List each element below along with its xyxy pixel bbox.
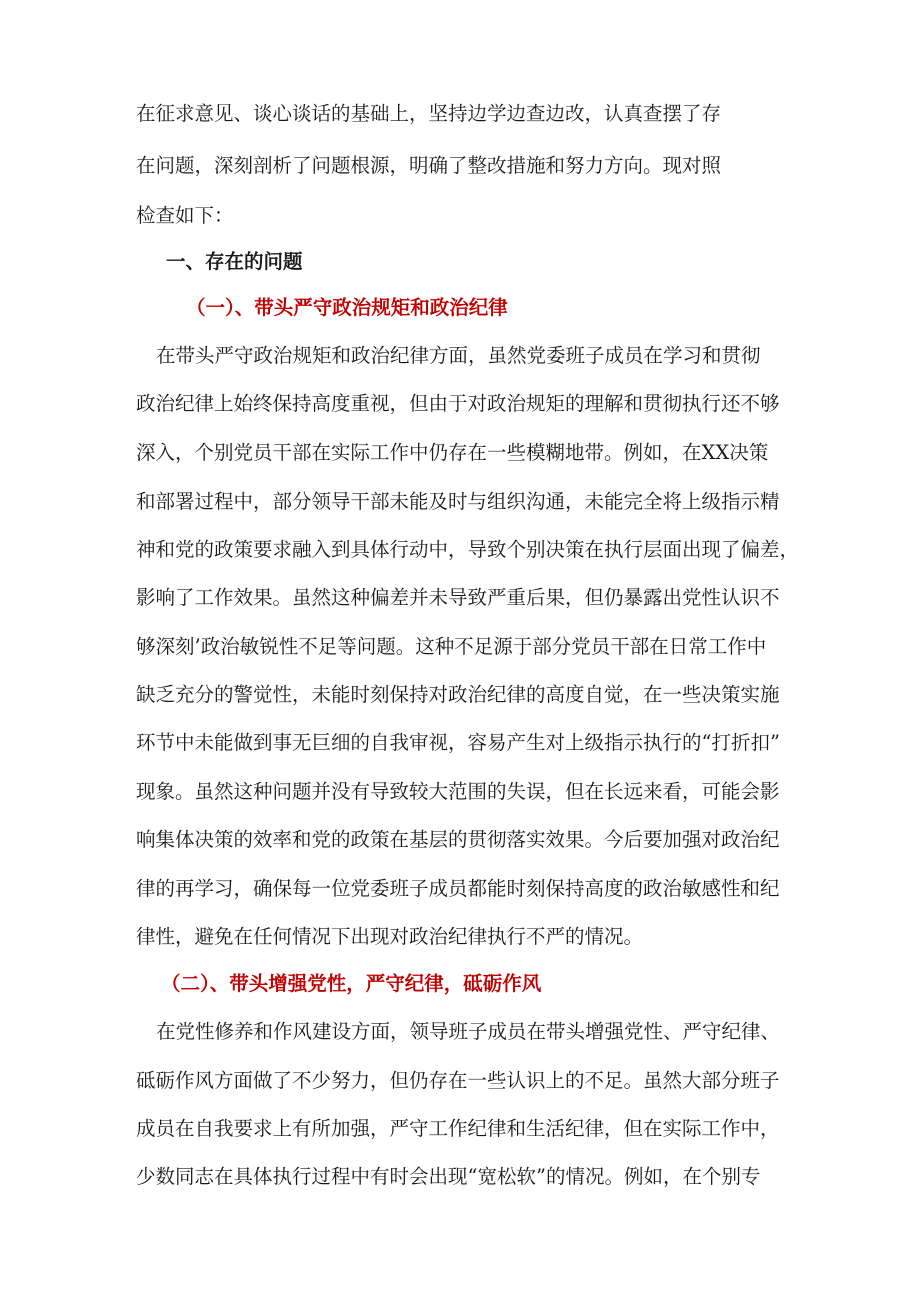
sub1-line-13: 律性，避免在任何情况下出现对政治纪律执行不严的情况。 bbox=[136, 925, 644, 948]
sub1-line-9: 环节中未能做到事无巨细的自我审视，容易产生对上级指示执行的“打折扣” bbox=[136, 731, 780, 754]
sub1-line-12: 律的再学习，确保每一位党委班子成员都能时刻保持高度的政治敏感性和纪 bbox=[136, 877, 780, 900]
intro-line-1: 在征求意见、谈心谈话的基础上，坚持边学边查边改，认真查摆了存 bbox=[136, 102, 722, 125]
intro-line-2: 在问题，深刻剖析了问题根源，明确了整改措施和努力方向。现对照 bbox=[136, 154, 722, 177]
sub2-line-1: 在党性修养和作风建设方面，领导班子成员在带头增强党性、严守纪律、 bbox=[156, 1020, 781, 1043]
sub2-line-2: 砥砺作风方面做了不少努力，但仍存在一些认识上的不足。虽然大部分班子 bbox=[136, 1069, 780, 1092]
intro-line-3: 检查如下： bbox=[136, 204, 234, 227]
section-heading-problems: 一、存在的问题 bbox=[166, 250, 303, 273]
sub2-line-3: 成员在自我要求上有所加强，严守工作纪律和生活纪律，但在实际工作中， bbox=[136, 1117, 780, 1140]
sub1-line-2: 政治纪律上始终保持高度重视，但由于对政治规矩的理解和贯彻执行还不够 bbox=[136, 392, 780, 415]
sub1-line-10: 现象。虽然这种问题并没有导致较大范围的失误，但在长远来看，可能会影 bbox=[136, 780, 780, 803]
subsection-heading-2: （二）、带头增强党性，严守纪律，砥砺作风 bbox=[161, 972, 542, 995]
sub1-line-7: 够深刻’政治敏锐性不足等问题。这种不足源于部分党员干部在日常工作中 bbox=[136, 635, 767, 658]
sub1-line-8: 缺乏充分的警觉性，未能时刻保持对政治纪律的高度自觉，在一些决策实施 bbox=[136, 683, 780, 706]
sub2-line-4: 少数同志在具体执行过程中有时会出现“宽松软”的情况。例如，在个别专 bbox=[136, 1165, 761, 1188]
sub1-line-11: 响集体决策的效率和党的政策在基层的贯彻落实效果。今后要加强对政治纪 bbox=[136, 828, 780, 851]
sub1-line-4: 和部署过程中，部分领导干部未能及时与组织沟通，未能完全将上级指示精 bbox=[136, 490, 780, 513]
sub1-line-6: 影响了工作效果。虽然这种偏差并未导致严重后果，但仍暴露出党性认识不 bbox=[136, 586, 780, 609]
sub1-line-3: 深入，个别党员干部在实际工作中仍存在一些模糊地带。例如，在XX决策 bbox=[136, 441, 769, 464]
sub1-line-1: 在带头严守政治规矩和政治纪律方面，虽然党委班子成员在学习和贯彻 bbox=[156, 344, 761, 367]
sub1-line-5: 神和党的政策要求融入到具体行动中，导致个别决策在执行层面出现了偏差， bbox=[136, 538, 800, 561]
subsection-heading-1: （一）、带头严守政治规矩和政治纪律 bbox=[186, 296, 508, 319]
